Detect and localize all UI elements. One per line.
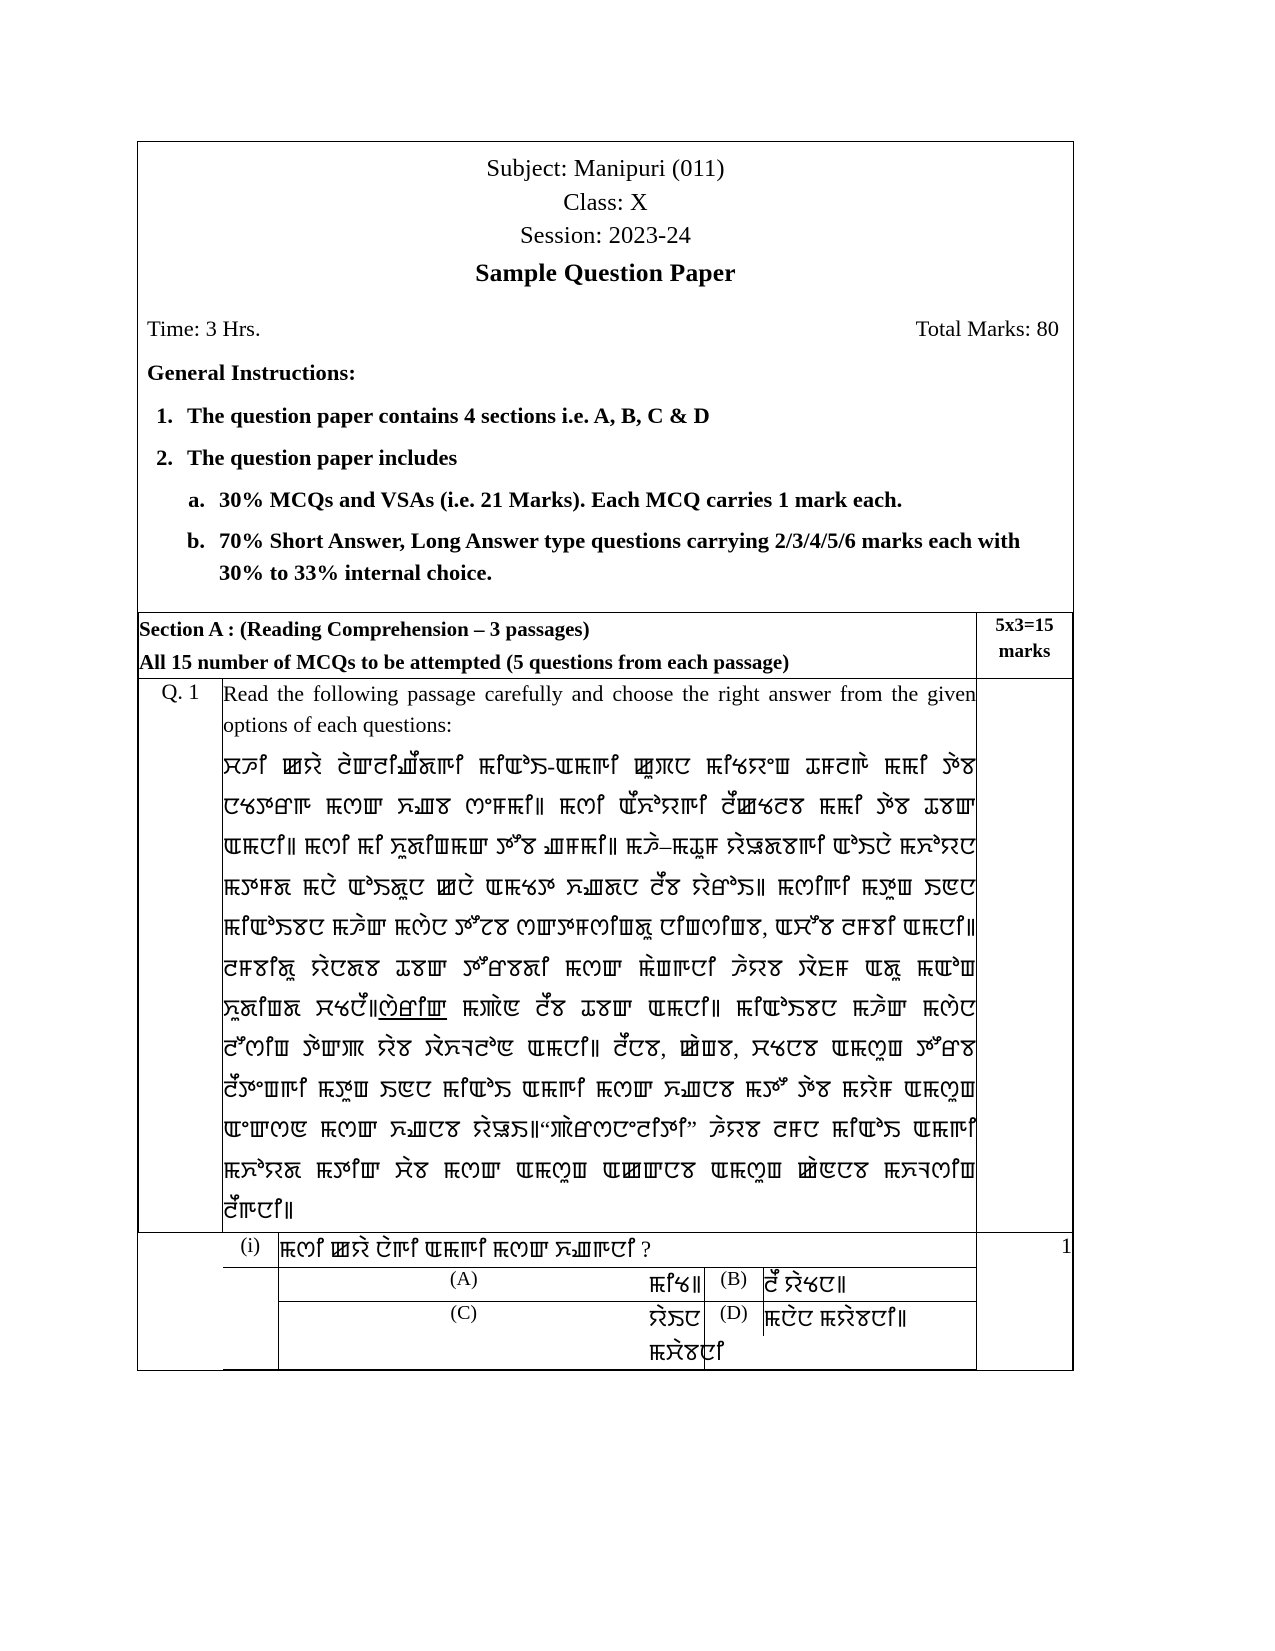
section-a-marks-line1: 5x3=15 — [995, 614, 1054, 636]
section-a-marks-cell — [977, 612, 1073, 678]
total-marks: Total Marks: 80 — [915, 316, 1059, 342]
question-1-marks — [977, 679, 1073, 1232]
option-d-text[interactable]: ꯃꯅꯥꯅ ꯃꯌꯥꯕꯅꯤ꯫ — [763, 1306, 908, 1332]
option-row-gutter — [223, 1268, 279, 1302]
sub-question-i-text: ꯃꯁꯤ ꯀꯌꯥ ꯅꯥꯒꯤ ꯑꯃꯒꯤ ꯃꯁꯛ ꯈꯉꯒꯅꯤ ? — [279, 1233, 977, 1268]
question-1-number: Q. 1 — [139, 679, 223, 1232]
option-c-text[interactable]: ꯌꯥꯏꯅ ꯃꯆꯥꯕꯅꯤ — [649, 1302, 705, 1369]
instructions-heading: General Instructions: — [147, 360, 356, 386]
paper-header — [138, 142, 1073, 298]
class-line: Class: X — [563, 188, 648, 216]
document-frame — [137, 141, 1074, 1371]
instruction-number: 1. — [156, 403, 173, 429]
option-b-row — [705, 1268, 976, 1301]
option-d-row — [705, 1302, 976, 1335]
section-a-title: Section A : (Reading Comprehension – 3 passages) — [139, 616, 590, 641]
question-1-row — [139, 679, 1073, 1232]
passage-underlined-phrase: ꯁꯥꯔꯤꯛ — [378, 996, 448, 1023]
instruction-number: 2. — [156, 445, 173, 471]
sub-question-gutter — [139, 1232, 223, 1370]
passage-paragraph — [223, 747, 976, 1232]
option-c-label[interactable]: (C) — [279, 1302, 649, 1369]
page-title: Sample Question Paper — [475, 257, 736, 287]
instruction-item — [147, 442, 1059, 474]
instruction-item — [147, 400, 1059, 432]
instruction-text: The question paper contains 4 sections i.e. A, B, C & D — [187, 403, 710, 429]
instruction-sub-text: 30% MCQs and VSAs (i.e. 21 Marks). Each MCQ carries 1 mark each. — [219, 487, 903, 513]
question-1-body — [223, 679, 977, 1232]
option-b-text[interactable]: ꯂꯩ ꯌꯥꯠꯅ꯫ — [763, 1272, 847, 1298]
passage-segment-4: ꯑꯃꯅꯤ꯫ ꯂꯝꯕꯤꯗꯨ ꯌꯥꯅꯗꯕ ꯊꯕꯛ ꯇꯧꯔꯕꯗꯤ ꯃꯁꯛ ꯃꯥꯡꯒꯅꯤ ꯍꯥꯌꯕ ꯋꯥꯐꯝ ꯑꯗꯨ ꯃꯑꯣꯡ ꯈꯨꯗꯤꯡꯗ ꯆꯠꯅꯩ꯫ — [223, 915, 976, 1023]
option-d-container — [705, 1302, 977, 1369]
instruction-sub-text: 70% Short Answer, Long Answer type questions carrying 2/3/4/5/6 marks each with 30% to 33% internal choice. — [219, 527, 1021, 586]
sub-question-i-row — [139, 1232, 1073, 1370]
sub-question-i-roman: (i) — [223, 1233, 279, 1268]
general-instructions — [138, 342, 1073, 612]
option-a-text[interactable]: ꯃꯤꯠ꯫ — [649, 1268, 705, 1302]
question-1-passage — [223, 747, 976, 1232]
section-a-marks-line2: marks — [998, 640, 1051, 662]
instructions-sub-list — [147, 484, 1059, 590]
passage-segment-2: ꯃꯁꯤ ꯃꯤ ꯈꯨꯗꯤꯡꯃꯛ ꯇꯧꯕ ꯉꯝꯃꯤ꯫ ꯃꯍꯥ–ꯃꯊꯨꯝ ꯌꯥꯎꯗꯕꯒꯤ ꯑꯣꯏꯅꯥ ꯃꯈꯣꯌꯅ ꯃꯇꯝꯗ ꯃꯅꯥ ꯑꯣꯏꯗꯨꯅ ꯀꯅꯥ ꯑꯃꯠꯇ — [223, 834, 976, 901]
sub-question-container — [223, 1232, 977, 1370]
option-b-label[interactable]: (B) — [705, 1268, 763, 1301]
exam-meta-row — [138, 298, 1073, 342]
option-a-label[interactable]: (A) — [279, 1268, 649, 1302]
option-row-cd — [223, 1302, 977, 1369]
instruction-sub-letter: b. — [186, 527, 205, 553]
section-a-header-cell — [139, 612, 977, 678]
instruction-sub-item — [147, 525, 1059, 590]
time-allotted: Time: 3 Hrs. — [147, 316, 261, 342]
option-d-table — [705, 1302, 976, 1335]
passage-segment-6: ꯂꯩꯅꯕ, ꯀꯥꯡꯕ, ꯆꯠꯅꯕ ꯑꯃꯁꯨꯡ ꯇꯧꯔꯕ ꯂꯩꯇꯦꯡꯒꯤ ꯃꯇꯨꯡ ꯏꯟꯅ ꯃꯤꯑꯣꯏ ꯑꯃꯒꯤ ꯃꯁꯛ ꯈꯉꯅꯕ ꯃꯇꯧ ꯇꯥꯕ ꯃꯌꯥꯝ ꯑꯃꯁꯨꯡ ꯑꯦꯛꯁꯟ ꯃꯁꯛ ꯈꯉꯅꯕ ꯌꯥꯎꯏ꯫ — [223, 1036, 976, 1144]
option-row-ab — [223, 1268, 977, 1302]
option-row-gutter — [223, 1302, 279, 1369]
passage-segment-7: ꯍꯥꯌꯕ ꯂꯝꯅ ꯃꯤꯑꯣꯏ ꯑꯃꯒꯤ ꯃꯈꯣꯌꯗ ꯃꯇꯤꯛ ꯆꯥꯕ ꯃꯁꯛ ꯑꯃꯁꯨꯡ ꯑꯀꯛꯅꯕ ꯑꯃꯁꯨꯡ ꯀꯥꯟꯅꯕ ꯃꯈꯜꯁꯤꯡ ꯂꯩꯒꯅꯤ꯫ — [223, 1117, 976, 1225]
section-a-header-row — [139, 612, 1073, 678]
question-1-intro: Read the following passage carefully and choose the right answer from the given options of each questions: — [223, 681, 976, 737]
instructions-spacer — [147, 598, 1059, 604]
section-a-subtitle: All 15 number of MCQs to be attempted (5 questions from each passage) — [139, 649, 790, 674]
session-line: Session: 2023-24 — [519, 222, 692, 250]
sub-question-i-prompt-row — [223, 1233, 977, 1268]
instruction-sub-letter: a. — [188, 487, 205, 513]
option-d-label[interactable]: (D) — [705, 1302, 763, 1335]
passage-quoted-term: “ꯄꯥꯔꯁꯅꯦꯂꯤꯇꯤ” — [539, 1117, 697, 1144]
instruction-text: The question paper includes — [187, 445, 458, 471]
option-b-table — [705, 1268, 976, 1301]
sub-question-i-marks: 1 — [977, 1232, 1073, 1370]
passage-segment-1: ꯆꯍꯤ ꯀꯌꯥ ꯂꯥꯛꯂꯤꯉꯩꯗꯒꯤ ꯃꯤꯑꯣꯏ-ꯑꯃꯒꯤ ꯀꯨꯞꯅ ꯃꯤꯠꯌꯦꯡ ꯊꯝꯂꯒꯥ ꯃꯃꯤ ꯇꯥꯕ ꯅꯠꯇꯔꯒ ꯃꯁꯛ ꯈꯉꯕ ꯁꯦꯝꯃꯤ꯫ ꯃꯁꯤ ꯑꯩꯈꯣꯌꯒꯤ ꯂꯩꯀꯠꯂꯕ ꯃꯃꯤ ꯇꯥꯕ ꯊꯕꯛ ꯑꯃꯅꯤ꯫ — [223, 753, 976, 861]
question-table — [138, 612, 1073, 1370]
instruction-sub-item — [147, 484, 1059, 517]
option-b-container — [705, 1268, 977, 1302]
passage-segment-5: ꯃꯄꯥꯟ ꯂꯩꯕ ꯊꯕꯛ ꯑꯃꯅꯤ꯫ ꯃꯤꯑꯣꯏꯕꯅ ꯃꯍꯥꯛ ꯃꯁꯥꯅ ꯂꯧꯁꯤꯡ ꯇꯥꯛꯄ ꯌꯥꯕ ꯋꯥꯈꯜꯂꯣꯟ ꯑꯃꯅꯤ꯫ — [223, 996, 976, 1063]
sub-question-i-table — [223, 1233, 977, 1370]
instructions-list — [147, 400, 1059, 474]
subject-line: Subject: Manipuri (011) — [486, 155, 725, 182]
passage-segment-3: ꯈꯉꯗꯅ ꯂꯩꯕ ꯌꯥꯔꯣꯏ꯫ ꯃꯁꯤꯒꯤ ꯃꯇꯨꯡ ꯏꯟꯅ ꯃꯤꯑꯣꯏꯕꯅ ꯃꯍꯥꯛ ꯃꯁꯥꯅ ꯇꯧꯖꯕ ꯁꯛꯇꯝꯁꯤꯡꯗꯨ ꯅꯤꯡꯁꯤꯡꯕ, ꯑꯆꯧꯕ ꯂꯝꯕꯤ — [223, 874, 976, 942]
